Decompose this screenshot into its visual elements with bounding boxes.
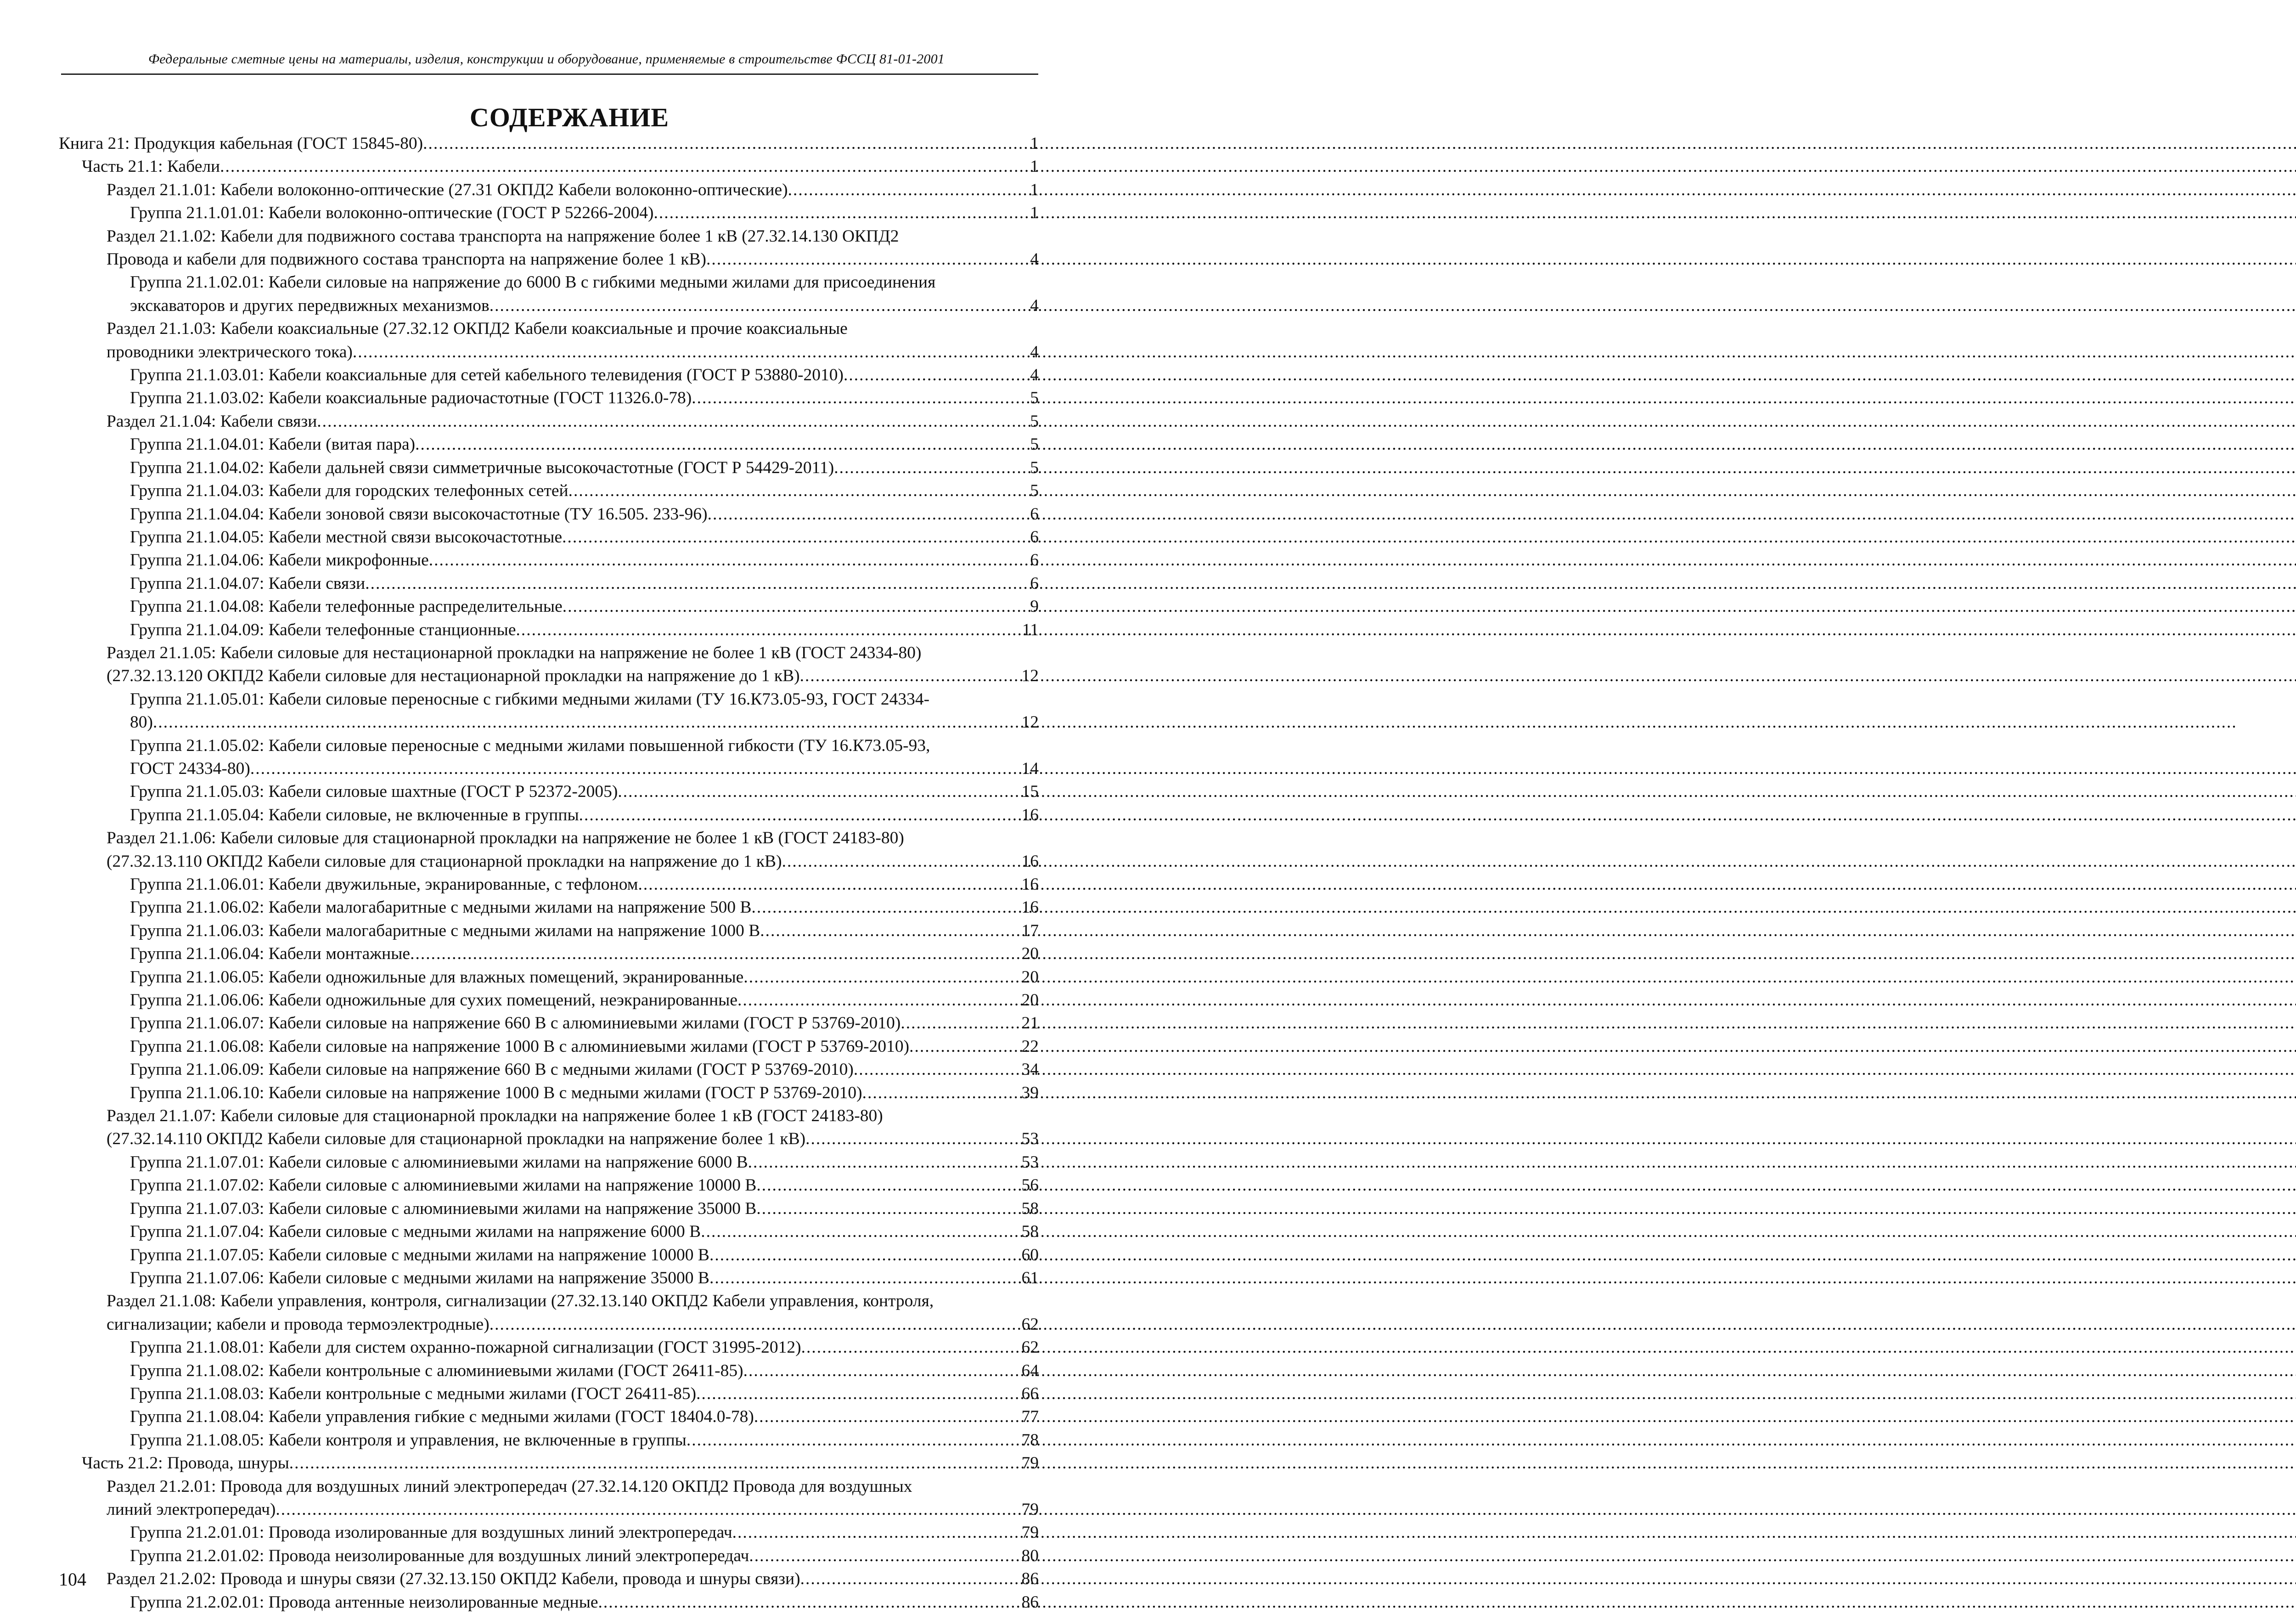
toc-entry-group[interactable] (59, 1035, 1039, 1058)
toc-entry-group[interactable] (59, 1336, 1039, 1359)
toc-entry-title: Группа 21.1.06.07: Кабели силовые на напряжение 660 В с алюминиевыми жилами (ГОСТ Р 53769-2010) (130, 1014, 901, 1033)
toc-page-number: 5 (1030, 435, 1039, 454)
toc-page-number: 58 (1021, 1222, 1039, 1242)
toc-entry-text-line: Раздел 21.1.03: Кабели коаксиальные (27.32.12 ОКПД2 Кабели коаксиальные и прочие коаксиальные (107, 319, 848, 339)
toc-entry-title: Группа 21.1.05.03: Кабели силовые шахтные (ГОСТ Р 52372-2005) (130, 782, 618, 801)
toc-entry-text-line: Раздел 21.1.07: Кабели силовые для стационарной прокладки на напряжение более 1 кВ (ГОСТ 24183-80) (107, 1106, 883, 1126)
toc-entry-text-line: Раздел 21.1.02: Кабели для подвижного состава транспорта на напряжение более 1 кВ (27.32.14.130 ОКПД2 (107, 226, 899, 246)
toc-entry-group[interactable] (59, 966, 1039, 989)
dot-leader (748, 1151, 1021, 1174)
toc-page-number: 20 (1021, 967, 1039, 987)
dot-leader (563, 595, 1030, 618)
toc-entry-text-line: Группа 21.1.05.01: Кабели силовые переносные с гибкими медными жилами (ТУ 16.К73.05-93, ГОСТ 24334- (130, 689, 930, 709)
dot-leader (317, 410, 1029, 433)
toc-entry-group[interactable] (59, 1220, 1039, 1243)
toc-entry-group[interactable] (59, 1383, 1039, 1405)
toc-page-number: 1 (1030, 157, 1039, 176)
dot-leader (788, 179, 1030, 202)
dot-leader (743, 1360, 1021, 1383)
toc-page-number: 6 (1030, 527, 1039, 547)
toc-page-number: 14 (1021, 759, 1039, 778)
toc-entry-title: Группа 21.2.02.01: Провода антенные неизолированные медные (130, 1592, 598, 1612)
dot-leader (909, 1035, 1020, 1058)
toc-entry-section[interactable] (59, 179, 1039, 202)
toc-page-number: 4 (1030, 250, 1039, 269)
dot-leader (708, 503, 1030, 526)
toc-page-number: 78 (1021, 1430, 1039, 1450)
toc-entry-section[interactable] (59, 225, 1039, 271)
toc-entry-title: Группа 21.1.06.08: Кабели силовые на напряжение 1000 В с алюминиевыми жилами (ГОСТ Р 53769-2010) (130, 1037, 910, 1056)
dot-leader (854, 1058, 1021, 1081)
dot-leader (153, 711, 1021, 734)
toc-entry-group[interactable] (59, 1082, 1039, 1105)
dot-leader (696, 1383, 1020, 1405)
toc-entry-title: (27.32.13.110 ОКПД2 Кабели силовые для стационарной прокладки на напряжение до 1 кВ) (107, 852, 782, 871)
toc-entry-group[interactable] (59, 989, 1039, 1012)
toc-page-number: 1 (1030, 134, 1039, 153)
toc-entry-title: Группа 21.1.08.01: Кабели для систем охранно-пожарной сигнализации (ГОСТ 31995-2012) (130, 1338, 801, 1357)
toc-page-number: 79 (1021, 1523, 1039, 1542)
toc-entry-title: Группа 21.1.07.01: Кабели силовые с алюминиевыми жилами на напряжение 6000 В (130, 1152, 748, 1172)
toc-page-number: 53 (1021, 1152, 1039, 1172)
toc-entry-group[interactable] (59, 896, 1039, 919)
toc-entry-title: Группа 21.1.04.07: Кабели связи (130, 574, 366, 593)
toc-page-number: 16 (1021, 805, 1039, 824)
toc-entry-group[interactable] (59, 595, 1039, 618)
toc-entry-text-line: Раздел 21.1.08: Кабели управления, контроля, сигнализации (27.32.13.140 ОКПД2 Кабели управления, контроля, (107, 1292, 934, 1311)
toc-entry-title: Группа 21.1.01.01: Кабели волоконно-оптические (ГОСТ Р 52266-2004) (130, 203, 654, 223)
toc-page-number: 20 (1021, 944, 1039, 964)
page-number: 104 (59, 1569, 86, 1590)
dot-leader (800, 665, 1021, 688)
dot-leader (490, 294, 1030, 317)
toc-entry-group[interactable] (59, 1429, 1039, 1452)
toc-entry-title: (27.32.13.120 ОКПД2 Кабели силовые для нестационарной прокладки на напряжение до 1 кВ) (107, 666, 800, 686)
toc-entry-title: Группа 21.1.06.02: Кабели малогабаритные с медными жилами на напряжение 500 В (130, 898, 752, 917)
toc-page-number: 1 (1030, 180, 1039, 199)
toc-entry-title: Группа 21.1.08.04: Кабели управления гибкие с медными жилами (ГОСТ 18404.0-78) (130, 1407, 754, 1427)
dot-leader (598, 1591, 1021, 1614)
toc-entry-section[interactable] (59, 642, 1039, 688)
dot-leader (516, 619, 1021, 642)
dot-leader (743, 966, 1020, 989)
toc-entry-group[interactable] (59, 942, 1039, 965)
toc-entry-group[interactable] (59, 1405, 1039, 1428)
dot-leader (756, 1174, 1020, 1197)
toc-page-number: 5 (1030, 389, 1039, 408)
dot-leader (754, 1405, 1021, 1428)
toc-page-number: 12 (1021, 713, 1039, 732)
dot-leader (250, 757, 1021, 780)
dot-leader (638, 873, 1021, 896)
toc-entry-title: Группа 21.1.04.01: Кабели (витая пара) (130, 435, 416, 454)
dot-leader (732, 1521, 1021, 1544)
dot-leader (410, 942, 1020, 965)
toc-page-number: 79 (1021, 1454, 1039, 1473)
dot-leader (709, 1267, 1021, 1290)
toc-entry-group[interactable] (59, 1360, 1039, 1383)
toc-entry-title: 80) (130, 713, 153, 732)
toc-page-number: 1 (1030, 203, 1039, 223)
toc-page-number: 17 (1021, 921, 1039, 940)
toc-entry-title: Группа 21.1.07.05: Кабели силовые с медными жилами на напряжение 10000 В (130, 1245, 709, 1264)
toc-entry-title: Группа 21.1.06.04: Кабели монтажные (130, 944, 411, 964)
toc-entry-group[interactable] (59, 804, 1039, 827)
dot-leader (415, 433, 1029, 456)
toc-entry-title: Группа 21.1.06.10: Кабели силовые на напряжение 1000 В с медными жилами (ГОСТ Р 53769-2010) (130, 1083, 862, 1102)
toc-page-number: 22 (1021, 1037, 1039, 1056)
toc-entry-title: Группа 21.1.07.04: Кабели силовые с медными жилами на напряжение 6000 В (130, 1222, 701, 1242)
toc-entry-title: проводники электрического тока) (107, 342, 353, 361)
dot-leader (801, 1336, 1021, 1359)
toc-entry-title: Группа 21.1.06.09: Кабели силовые на напряжение 660 В с медными жилами (ГОСТ Р 53769-2010) (130, 1060, 854, 1079)
running-header: Федеральные сметные цены на материалы, изделия, конструкции и оборудование, применяемые в строительстве ФССЦ 81-01-2001 (148, 51, 945, 67)
toc-entry-title: Раздел 21.1.04: Кабели связи (107, 412, 317, 431)
toc-entry-title: Группа 21.1.04.04: Кабели зоновой связи высокочастотные (ТУ 16.505. 233-96) (130, 504, 708, 524)
toc-entry-title: линий электропередач) (107, 1500, 276, 1519)
toc-entry-title: сигнализации; кабели и провода термоэлектродные) (107, 1315, 490, 1334)
toc-page-number: 5 (1030, 458, 1039, 477)
dot-leader (562, 526, 1029, 549)
toc-entry-title: ГОСТ 24334-80) (130, 759, 250, 778)
toc-entry-title: Группа 21.2.01.02: Провода неизолированные для воздушных линий электропередач (130, 1546, 749, 1565)
toc-entry-title: Группа 21.1.03.01: Кабели коаксиальные для сетей кабельного телевидения (ГОСТ Р 53880-2010) (130, 366, 844, 385)
toc-page-number: 16 (1021, 852, 1039, 871)
toc-entry-group[interactable] (59, 1151, 1039, 1174)
toc-page-number: 6 (1030, 551, 1039, 570)
toc-entry-section[interactable] (59, 1568, 1039, 1591)
toc-entry-group[interactable] (59, 1012, 1039, 1035)
toc-entry-group[interactable] (59, 1244, 1039, 1267)
toc-entry-group[interactable] (59, 549, 1039, 572)
dot-leader (800, 1568, 1021, 1591)
toc-entry-title: Провода и кабели для подвижного состава транспорта на напряжение более 1 кВ) (107, 250, 706, 269)
toc-entry-title: Группа 21.1.05.04: Кабели силовые, не включенные в группы (130, 805, 579, 824)
toc-entry-title: Группа 21.1.08.02: Кабели контрольные с алюминиевыми жилами (ГОСТ 26411-85) (130, 1361, 743, 1380)
toc-entry-part[interactable] (59, 155, 1039, 178)
toc-entry-group[interactable] (59, 619, 1039, 642)
toc-page-number: 5 (1030, 481, 1039, 501)
dot-leader (756, 1197, 1020, 1220)
dot-leader (692, 387, 1029, 410)
toc-entry-title: Группа 21.1.07.06: Кабели силовые с медными жилами на напряжение 35000 В (130, 1268, 709, 1287)
dot-leader (654, 202, 1030, 225)
toc-entry-group[interactable] (59, 1521, 1039, 1544)
toc-entry-title: Группа 21.1.04.03: Кабели для городских телефонных сетей (130, 481, 568, 501)
dot-leader (687, 1429, 1021, 1452)
toc-page-number: 16 (1021, 898, 1039, 917)
dot-leader (568, 480, 1030, 502)
toc-page-number: 20 (1021, 991, 1039, 1010)
toc-entry-section[interactable] (59, 827, 1039, 873)
toc-entry-title: Группа 21.1.04.09: Кабели телефонные станционные (130, 620, 516, 639)
toc-entry-section[interactable] (59, 1105, 1039, 1151)
toc-entry-group[interactable] (59, 433, 1039, 456)
toc-entry-group[interactable] (59, 271, 1039, 317)
toc-entry-group[interactable] (59, 920, 1039, 942)
toc-entry-title: Группа 21.1.04.02: Кабели дальней связи симметричные высокочастотные (ГОСТ Р 54429-2011) (130, 458, 834, 477)
toc-entry-title: Группа 21.1.08.03: Кабели контрольные с медными жилами (ГОСТ 26411-85) (130, 1384, 697, 1403)
toc-entry-text-line: Группа 21.1.02.01: Кабели силовые на напряжение до 6000 В с гибкими медными жилами для присоединения (130, 273, 936, 292)
toc-entry-text-line: Раздел 21.1.05: Кабели силовые для нестационарной прокладки на напряжение не более 1 кВ (ГОСТ 24334-80) (107, 643, 922, 662)
toc-page-number: 9 (1030, 597, 1039, 616)
table-of-contents (59, 132, 1039, 1614)
toc-entry-section[interactable] (59, 1290, 1039, 1336)
toc-entry-title: Раздел 21.2.02: Провода и шнуры связи (27.32.13.150 ОКПД2 Кабели, провода и шнуры связи) (107, 1569, 800, 1589)
toc-page-number: 4 (1030, 366, 1039, 385)
toc-page-number: 86 (1021, 1569, 1039, 1589)
dot-leader (862, 1082, 1021, 1105)
toc-entry-title: Группа 21.1.04.06: Кабели микрофонные (130, 551, 429, 570)
toc-entry-title: Книга 21: Продукция кабельная (ГОСТ 15845-80) (59, 134, 423, 153)
toc-page-number: 34 (1021, 1060, 1039, 1079)
toc-page-number: 80 (1021, 1546, 1039, 1565)
toc-entry-group[interactable] (59, 526, 1039, 549)
toc-page-number: 77 (1021, 1407, 1039, 1427)
toc-entry-title: Часть 21.1: Кабели (82, 157, 220, 176)
toc-entry-book[interactable] (59, 132, 1039, 155)
toc-entry-title: Группа 21.1.08.05: Кабели контроля и управления, не включенные в группы (130, 1430, 687, 1450)
dot-leader (782, 850, 1021, 873)
toc-page-number: 53 (1021, 1129, 1039, 1149)
toc-page-number: 58 (1021, 1199, 1039, 1218)
toc-entry-group[interactable] (59, 387, 1039, 410)
dot-leader (834, 457, 1029, 480)
toc-entry-title: Раздел 21.1.01: Кабели волоконно-оптические (27.31 ОКПД2 Кабели волоконно-оптические) (107, 180, 788, 199)
toc-entry-title: Группа 21.1.06.05: Кабели одножильные для влажных помещений, экранированные (130, 967, 744, 987)
toc-entry-group[interactable] (59, 1545, 1039, 1568)
toc-entry-title: Группа 21.1.06.01: Кабели двужильные, экранированные, с тефлоном (130, 875, 638, 894)
toc-entry-group[interactable] (59, 572, 1039, 595)
dot-leader (220, 155, 1029, 178)
page-title: СОДЕРЖАНИЕ (469, 102, 670, 132)
toc-entry-part[interactable] (59, 1452, 1039, 1475)
toc-entry-group[interactable] (59, 734, 1039, 781)
dot-leader (706, 248, 1029, 271)
toc-page-number: 61 (1021, 1268, 1039, 1287)
toc-entry-text-line: Группа 21.1.05.02: Кабели силовые переносные с медными жилами повышенной гибкости (ТУ 16.К73.05-93, (130, 736, 930, 755)
dot-leader (423, 132, 1029, 155)
toc-entry-group[interactable] (59, 780, 1039, 803)
dot-leader (737, 989, 1020, 1012)
dot-leader (276, 1498, 1020, 1521)
dot-leader (844, 364, 1029, 387)
dot-leader (490, 1313, 1021, 1336)
toc-entry-title: Группа 21.1.04.08: Кабели телефонные распределительные (130, 597, 563, 616)
toc-entry-section[interactable] (59, 410, 1039, 433)
toc-entry-title: Группа 21.1.06.03: Кабели малогабаритные с медными жилами на напряжение 1000 В (130, 921, 760, 940)
toc-page-number: 16 (1021, 875, 1039, 894)
toc-page-number: 12 (1021, 666, 1039, 686)
dot-leader (805, 1128, 1020, 1151)
toc-entry-section[interactable] (59, 1475, 1039, 1522)
toc-entry-group[interactable] (59, 1267, 1039, 1290)
toc-entry-title: Часть 21.2: Провода, шнуры (82, 1454, 289, 1473)
toc-entry-title: Группа 21.1.04.05: Кабели местной связи высокочастотные (130, 527, 563, 547)
toc-page-number: 21 (1021, 1014, 1039, 1033)
dot-leader (289, 1452, 1021, 1475)
toc-page-number: 6 (1030, 574, 1039, 593)
dot-leader (709, 1244, 1021, 1267)
toc-entry-group[interactable] (59, 1058, 1039, 1081)
toc-entry-group[interactable] (59, 688, 1039, 734)
dot-leader (365, 572, 1029, 595)
toc-entry-group[interactable] (59, 457, 1039, 480)
toc-entry-group[interactable] (59, 503, 1039, 526)
dot-leader (749, 1545, 1020, 1568)
toc-entry-title: экскаваторов и других передвижных механизмов (130, 296, 490, 315)
toc-page-number: 62 (1021, 1338, 1039, 1357)
toc-entry-section[interactable] (59, 317, 1039, 364)
dot-leader (701, 1220, 1020, 1243)
toc-page-number: 56 (1021, 1176, 1039, 1195)
toc-page-number: 86 (1021, 1592, 1039, 1612)
dot-leader (353, 341, 1029, 364)
toc-entry-title: Группа 21.1.07.03: Кабели силовые с алюминиевыми жилами на напряжение 35000 В (130, 1199, 757, 1218)
header-rule (61, 73, 1038, 75)
toc-entry-group[interactable] (59, 202, 1039, 225)
dot-leader (900, 1012, 1020, 1035)
toc-entry-group[interactable] (59, 480, 1039, 502)
toc-page-number: 39 (1021, 1083, 1039, 1102)
toc-entry-group[interactable] (59, 1591, 1039, 1614)
toc-page-number: 64 (1021, 1361, 1039, 1380)
dot-leader (752, 896, 1021, 919)
toc-page-number: 5 (1030, 412, 1039, 431)
toc-page-number: 62 (1021, 1315, 1039, 1334)
toc-entry-title: Группа 21.2.01.01: Провода изолированные для воздушных линий электропередач (130, 1523, 732, 1542)
toc-page-number: 6 (1030, 504, 1039, 524)
toc-page-number: 15 (1021, 782, 1039, 801)
toc-entry-text-line: Раздел 21.1.06: Кабели силовые для стационарной прокладки на напряжение не более 1 кВ (ГОСТ 24183-80) (107, 829, 904, 848)
toc-page-number: 79 (1021, 1500, 1039, 1519)
dot-leader (618, 780, 1020, 803)
toc-entry-group[interactable] (59, 1174, 1039, 1197)
dot-leader (760, 920, 1020, 942)
toc-entry-title: (27.32.14.110 ОКПД2 Кабели силовые для стационарной прокладки на напряжение более 1 кВ) (107, 1129, 806, 1149)
toc-entry-group[interactable] (59, 364, 1039, 387)
toc-entry-group[interactable] (59, 1197, 1039, 1220)
toc-page-number: 66 (1021, 1384, 1039, 1403)
toc-entry-text-line: Раздел 21.2.01: Провода для воздушных линий электропередач (27.32.14.120 ОКПД2 Провода для воздушных (107, 1477, 912, 1496)
dot-leader (579, 804, 1021, 827)
toc-entry-title: Группа 21.1.07.02: Кабели силовые с алюминиевыми жилами на напряжение 10000 В (130, 1176, 757, 1195)
toc-entry-group[interactable] (59, 873, 1039, 896)
toc-page-number: 60 (1021, 1245, 1039, 1264)
dot-leader (429, 549, 1030, 572)
toc-entry-title: Группа 21.1.03.02: Кабели коаксиальные радиочастотные (ГОСТ 11326.0-78) (130, 389, 692, 408)
toc-page-number: 4 (1030, 342, 1039, 361)
toc-page-number: 4 (1030, 296, 1039, 315)
toc-entry-title: Группа 21.1.06.06: Кабели одножильные для сухих помещений, неэкранированные (130, 991, 738, 1010)
toc-page-number: 11 (1022, 620, 1039, 639)
